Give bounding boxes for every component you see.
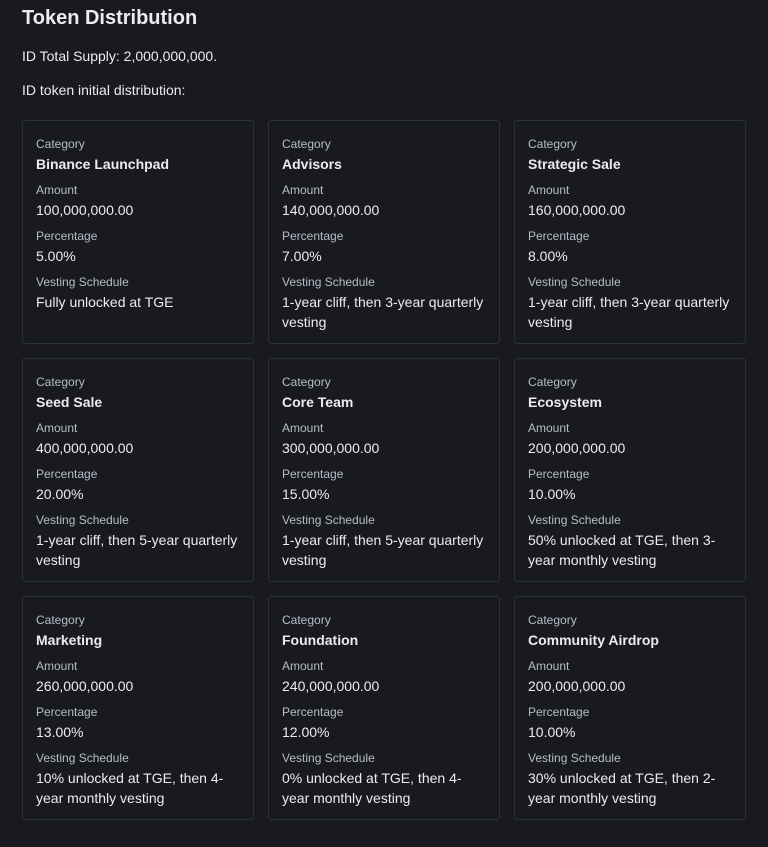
distribution-card — [22, 596, 254, 820]
vesting-label: Vesting Schedule — [36, 751, 129, 765]
distribution-card — [22, 120, 254, 344]
vesting-value: Fully unlocked at TGE — [36, 294, 174, 310]
vesting-label: Vesting Schedule — [282, 751, 375, 765]
percentage-value: 7.00% — [282, 248, 322, 264]
amount-label: Amount — [528, 183, 570, 197]
vesting-value: 50% unlocked at TGE, then 3-year monthly vesting — [528, 532, 716, 568]
percentage-value: 12.00% — [282, 724, 330, 740]
percentage-label: Percentage — [282, 467, 344, 481]
percentage-label: Percentage — [528, 467, 590, 481]
vesting-value: 1-year cliff, then 5-year quarterly vesting — [36, 532, 238, 568]
vesting-label: Vesting Schedule — [528, 275, 621, 289]
vesting-value: 30% unlocked at TGE, then 2-year monthly vesting — [528, 770, 716, 806]
percentage-value: 8.00% — [528, 248, 568, 264]
category-label: Category — [282, 137, 331, 151]
distribution-card — [268, 120, 500, 344]
vesting-label: Vesting Schedule — [36, 513, 129, 527]
percentage-label: Percentage — [528, 705, 590, 719]
category-label: Category — [36, 375, 85, 389]
percentage-label: Percentage — [528, 229, 590, 243]
category-value: Foundation — [282, 632, 359, 648]
percentage-value: 5.00% — [36, 248, 76, 264]
category-value: Marketing — [36, 632, 103, 648]
distribution-intro-text: ID token initial distribution: — [22, 82, 186, 98]
distribution-card — [268, 596, 500, 820]
category-value: Core Team — [282, 394, 354, 410]
percentage-value: 20.00% — [36, 486, 84, 502]
page-title: Token Distribution — [22, 7, 198, 29]
vesting-label: Vesting Schedule — [528, 751, 621, 765]
amount-label: Amount — [36, 421, 78, 435]
percentage-label: Percentage — [36, 229, 98, 243]
distribution-card — [514, 358, 746, 582]
amount-value: 300,000,000.00 — [282, 440, 380, 456]
amount-value: 200,000,000.00 — [528, 440, 626, 456]
percentage-label: Percentage — [36, 467, 98, 481]
distribution-grid — [22, 120, 746, 820]
amount-label: Amount — [282, 183, 324, 197]
amount-value: 260,000,000.00 — [36, 678, 134, 694]
vesting-value: 10% unlocked at TGE, then 4-year monthly vesting — [36, 770, 224, 806]
category-value: Advisors — [282, 156, 342, 172]
amount-label: Amount — [36, 659, 78, 673]
vesting-label: Vesting Schedule — [282, 513, 375, 527]
distribution-card — [22, 358, 254, 582]
vesting-label: Vesting Schedule — [282, 275, 375, 289]
vesting-value: 1-year cliff, then 3-year quarterly vesting — [528, 294, 730, 330]
category-value: Strategic Sale — [528, 156, 621, 172]
category-label: Category — [528, 375, 577, 389]
category-value: Binance Launchpad — [36, 156, 170, 172]
amount-label: Amount — [282, 659, 324, 673]
percentage-value: 15.00% — [282, 486, 330, 502]
amount-value: 240,000,000.00 — [282, 678, 380, 694]
amount-value: 200,000,000.00 — [528, 678, 626, 694]
amount-value: 160,000,000.00 — [528, 202, 626, 218]
category-value: Seed Sale — [36, 394, 103, 410]
total-supply-text: ID Total Supply: 2,000,000,000. — [22, 48, 218, 64]
distribution-card — [514, 120, 746, 344]
percentage-label: Percentage — [36, 705, 98, 719]
percentage-label: Percentage — [282, 229, 344, 243]
percentage-value: 10.00% — [528, 724, 576, 740]
category-label: Category — [528, 137, 577, 151]
distribution-card — [514, 596, 746, 820]
distribution-card — [268, 358, 500, 582]
vesting-value: 1-year cliff, then 3-year quarterly vesting — [282, 294, 484, 330]
amount-value: 100,000,000.00 — [36, 202, 134, 218]
category-value: Ecosystem — [528, 394, 602, 410]
amount-label: Amount — [528, 421, 570, 435]
amount-value: 400,000,000.00 — [36, 440, 134, 456]
amount-label: Amount — [36, 183, 78, 197]
amount-label: Amount — [528, 659, 570, 673]
amount-value: 140,000,000.00 — [282, 202, 380, 218]
percentage-label: Percentage — [282, 705, 344, 719]
vesting-label: Vesting Schedule — [36, 275, 129, 289]
category-label: Category — [282, 613, 331, 627]
vesting-value: 1-year cliff, then 5-year quarterly vesting — [282, 532, 484, 568]
amount-label: Amount — [282, 421, 324, 435]
category-label: Category — [282, 375, 331, 389]
vesting-label: Vesting Schedule — [528, 513, 621, 527]
category-label: Category — [36, 613, 85, 627]
percentage-value: 10.00% — [528, 486, 576, 502]
vesting-value: 0% unlocked at TGE, then 4-year monthly vesting — [282, 770, 462, 806]
category-label: Category — [36, 137, 85, 151]
category-label: Category — [528, 613, 577, 627]
category-value: Community Airdrop — [528, 632, 659, 648]
percentage-value: 13.00% — [36, 724, 84, 740]
